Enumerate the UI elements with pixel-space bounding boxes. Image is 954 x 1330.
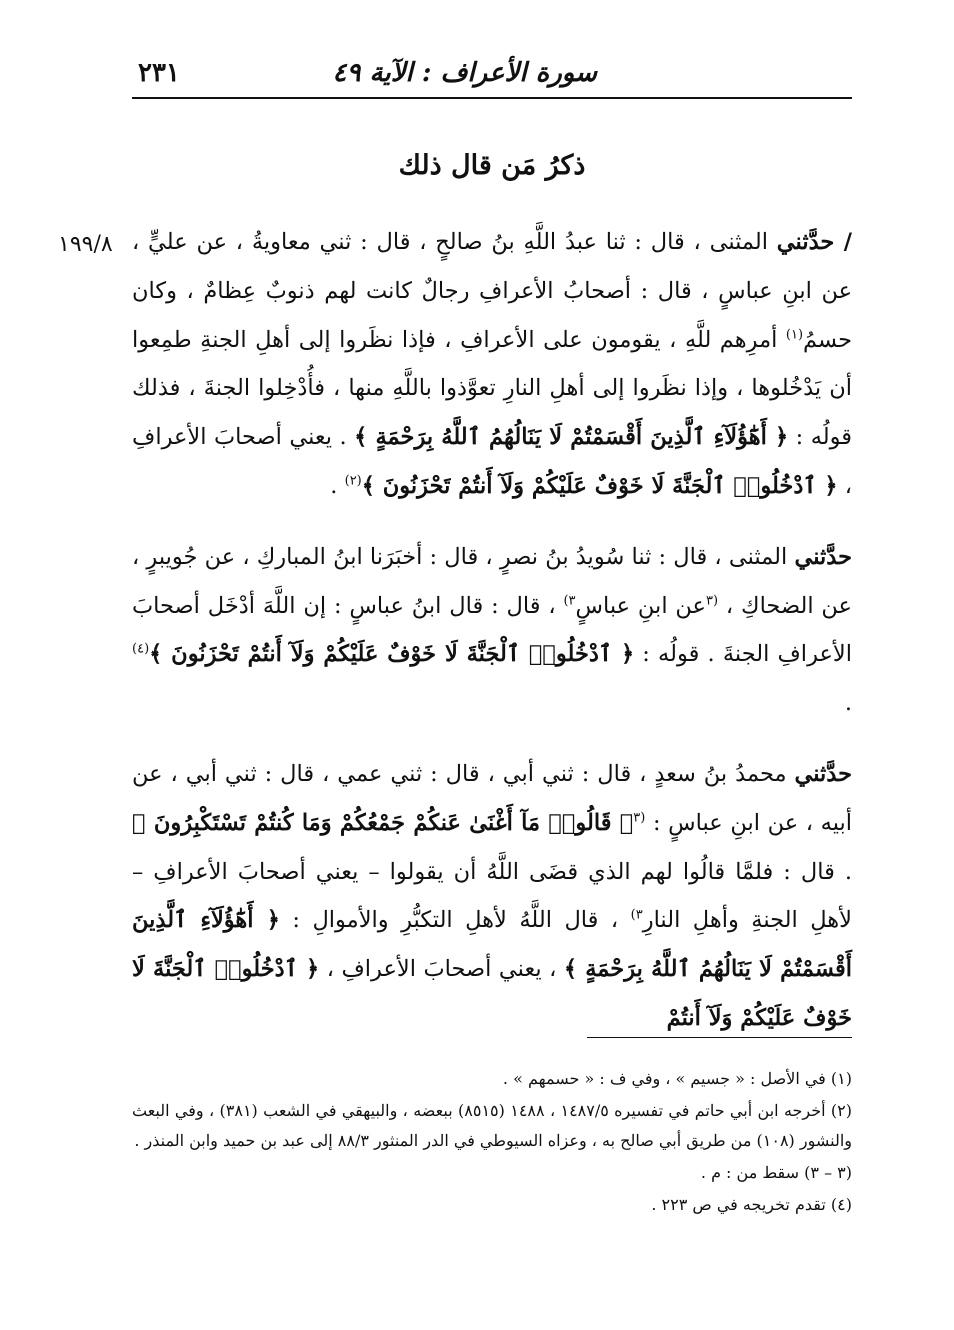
quran-verse: ٱدْخُلُوا۟ ٱلْجَنَّةَ لَا خَوْفٌ عَلَيْكُمْ وَلَآ أَنتُمْ <box>132 956 852 1031</box>
paragraph-3 <box>132 750 852 1043</box>
quran-verse: أَهَٰٓؤُلَآءِ ٱلَّذِينَ أَقْسَمْتُمْ لَا يَنَالُهُمُ ٱللَّهُ بِرَحْمَةٍ <box>367 424 775 451</box>
quran-open-brace: ﴿ <box>824 472 838 499</box>
paragraph-1 <box>132 218 852 511</box>
footnotes <box>132 1064 852 1222</box>
quran-verse: ٱدْخُلُوا۟ ٱلْجَنَّةَ لَا خَوْفٌ عَلَيْكُمْ وَلَآ أَنتُمْ تَحْزَنُونَ <box>374 472 825 499</box>
text-segment: ، يعني أصحابَ الأعرافِ ، <box>319 956 564 983</box>
paragraph-lead: / حدَّثني <box>776 229 852 255</box>
text-segment: . <box>330 472 345 499</box>
quran-open-brace: ﴿ <box>620 641 635 668</box>
text-segment: أمرِهم للَّهِ ، يقومون على الأعرافِ ، فإذا نظَروا إلى أهلِ الجنةِ طمِعوا أن يَدْخُلوها ، وإذا نظَروا إلى أهلِ النارِ تعوَّذوا باللَّهِ منها ، فأُدْخِلوا الجنةَ ، فذلك قولُه : <box>132 326 853 451</box>
footnote-rule <box>587 1037 852 1038</box>
footnote-ref-4: (٤) <box>132 641 150 657</box>
footnote-ref-3-open: (٣ <box>633 810 646 826</box>
text-segment: عن ابنِ عباسٍ <box>575 592 706 619</box>
text-segment: ، قال اللَّهُ لأهلِ التكبُّرِ والأموالِ : <box>279 907 631 934</box>
footnote-ref-3-close: ٣) <box>630 907 643 923</box>
footnote-ref-3-close: ٣) <box>563 593 576 609</box>
quran-verse: ٱدْخُلُوا۟ ٱلْجَنَّةَ لَا خَوْفٌ عَلَيْكُمْ وَلَآ أَنتُمْ تَحْزَنُونَ <box>162 641 621 668</box>
paragraph-lead: حدَّثني <box>794 760 852 787</box>
text-segment: . قال : فلمَّا قالُوا لهم الذي قضَى اللَّهُ أن يقولوا – يعني أصحابَ الأعرافِ – لأهلِ الجنةِ وأهلِ النارِ <box>132 858 852 934</box>
footnote-ref-1: (١) <box>785 327 804 343</box>
quran-verse: قَالُوا۟ مَآ أَغْنَىٰ عَنكُمْ جَمْعُكُمْ وَمَا كُنتُمْ تَسْتَكْبِرُونَ <box>145 809 620 836</box>
quran-open-brace: ﴿ <box>306 956 320 983</box>
header-rule <box>132 97 852 99</box>
text-segment: المثنى ، قال : ثنا سُويدُ بنُ نصرٍ ، قال : أخبَرَنا ابنُ المباركِ ، عن جُويبرٍ ، عن الضحاكِ ، <box>132 543 852 619</box>
quran-close-brace: ﴾ <box>132 809 146 836</box>
footnote-ref-2: (٢) <box>344 473 362 489</box>
text-segment: . <box>844 690 852 717</box>
quran-close-brace: ﴾ <box>361 472 375 499</box>
header-surah-title: سورة الأعراف : الآية ٤٩ <box>332 58 597 88</box>
paragraph-2 <box>132 533 852 728</box>
quran-close-brace: ﴾ <box>149 641 163 668</box>
quran-close-brace: ﴾ <box>563 956 578 983</box>
text-segment: المثنى ، قال : ثنا عبدُ اللَّهِ بنُ صالحٍ ، قال : ثني معاويةُ ، عن عليٍّ ، عن ابنِ عباسٍ ، قال : أصحابُ الأعرافِ رجالٌ كانت لهم ذنوبٌ عِظامٌ ، وكان حسمُ <box>132 229 852 353</box>
paragraph-lead: حدَّثني <box>794 543 852 570</box>
footnote-3: (٣ – ٣) سقط من : م . <box>700 1163 852 1182</box>
footnote-4: (٤) تقدم تخريجه في ص ٢٢٣ . <box>651 1195 852 1214</box>
quran-open-brace: ﴿ <box>774 424 789 451</box>
text-segment: ، قال : قال ابنُ عباسٍ : إن اللَّهَ أدْخَل أصحابَ الأعرافِ الجنةَ . قولُه : <box>132 592 852 668</box>
text-segment: . يعني أصحابَ الأعرافِ ، <box>132 424 852 499</box>
footnote-1: (١) في الأصل : « جسيم » ، وفي ف : « حسمهم » . <box>502 1069 852 1088</box>
footnote-ref-3-open: (٣ <box>705 593 719 609</box>
main-text <box>132 218 852 1043</box>
section-heading: ذكرُ مَن قال ذلك <box>398 150 586 181</box>
quran-open-brace: ﴿ <box>619 809 634 836</box>
quran-verse: أَهَٰٓؤُلَآءِ ٱلَّذِينَ أَقْسَمْتُمْ لَا يَنَالُهُمُ ٱللَّهُ بِرَحْمَةٍ <box>132 907 852 983</box>
header-page-number: ٢٣١ <box>138 58 180 88</box>
footnote-2: (٢) أخرجه ابن أبي حاتم في تفسيره ١٤٨٧/٥ ، ١٤٨٨ (٨٥١٥) ببعضه ، والبيهقي في الشعب (٣٨١) ، وفي البعث والنشور (١٠٨) من طريق أبي صالح به ، وعزاه السيوطي في الدر المنثور ٨٨/٣ إلى عبد بن حميد وابن المنذر . <box>132 1101 853 1150</box>
quran-close-brace: ﴾ <box>354 424 368 451</box>
running-header <box>132 52 852 98</box>
quran-open-brace: ﴿ <box>266 907 280 934</box>
text-segment: محمدُ بنُ سعدٍ ، قال : ثني أبي ، قال : ثني عمي ، قال : ثني أبي ، عن أبيه ، عن ابنِ عباسٍ : <box>132 760 853 836</box>
margin-volume-page-note: ١٩٩/٨ <box>58 232 113 257</box>
